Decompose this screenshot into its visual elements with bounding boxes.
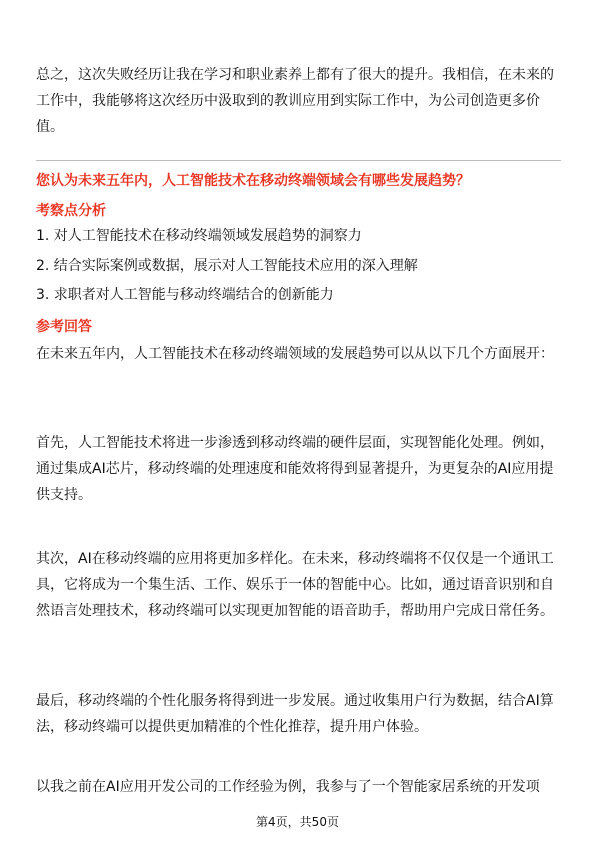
answer-paragraph-3: 其次，AI在移动终端的应用将更加多样化。在未来，移动终端将不仅仅是一个通讯工具，它将成为一个集生活、工作、娱乐于一体的智能中心。比如，通过语音识别和自然语言处理技术，移动终端可以实现更加智能的语音助手，帮助用户完成日常任务。 [36,551,554,619]
intro-paragraph: 总之，这次失败经历让我在学习和职业素养上都有了很大的提升。我相信，在未来的工作中，我能够将这次经历中汲取到的教训应用到实际工作中，为公司创造更多价值。 [36,67,554,135]
interview-question: 您认为未来五年内，人工智能技术在移动终端领域会有哪些发展趋势？ [36,173,470,189]
answer-paragraph-1: 在未来五年内，人工智能技术在移动终端领域的发展趋势可以从以下几个方面展开： [36,346,554,362]
answer-paragraph-2: 首先，人工智能技术将进一步渗透到移动终端的硬件层面，实现智能化处理。例如，通过集成AI芯片，移动终端的处理速度和能效将得到显著提升，为更复杂的AI应用提供支持。 [36,435,554,503]
analysis-point-3: 3. 求职者对人工智能与移动终端结合的创新能力 [36,287,334,303]
answer-paragraph-5: 以我之前在AI应用开发公司的工作经验为例，我参与了一个智能家居系统的开发项 [36,779,540,795]
section-divider [36,160,561,161]
analysis-point-1: 1. 对人工智能技术在移动终端领域发展趋势的洞察力 [36,228,362,244]
answer-label: 参考回答 [36,319,92,335]
answer-paragraph-4: 最后，移动终端的个性化服务将得到进一步发展。通过收集用户行为数据，结合AI算法，移动终端可以提供更加精准的个性化推荐，提升用户体验。 [36,693,554,735]
page-indicator: 第4页，共50页 [256,815,339,829]
analysis-label: 考察点分析 [36,203,106,219]
analysis-point-2: 2. 结合实际案例或数据，展示对人工智能技术应用的深入理解 [36,258,418,274]
